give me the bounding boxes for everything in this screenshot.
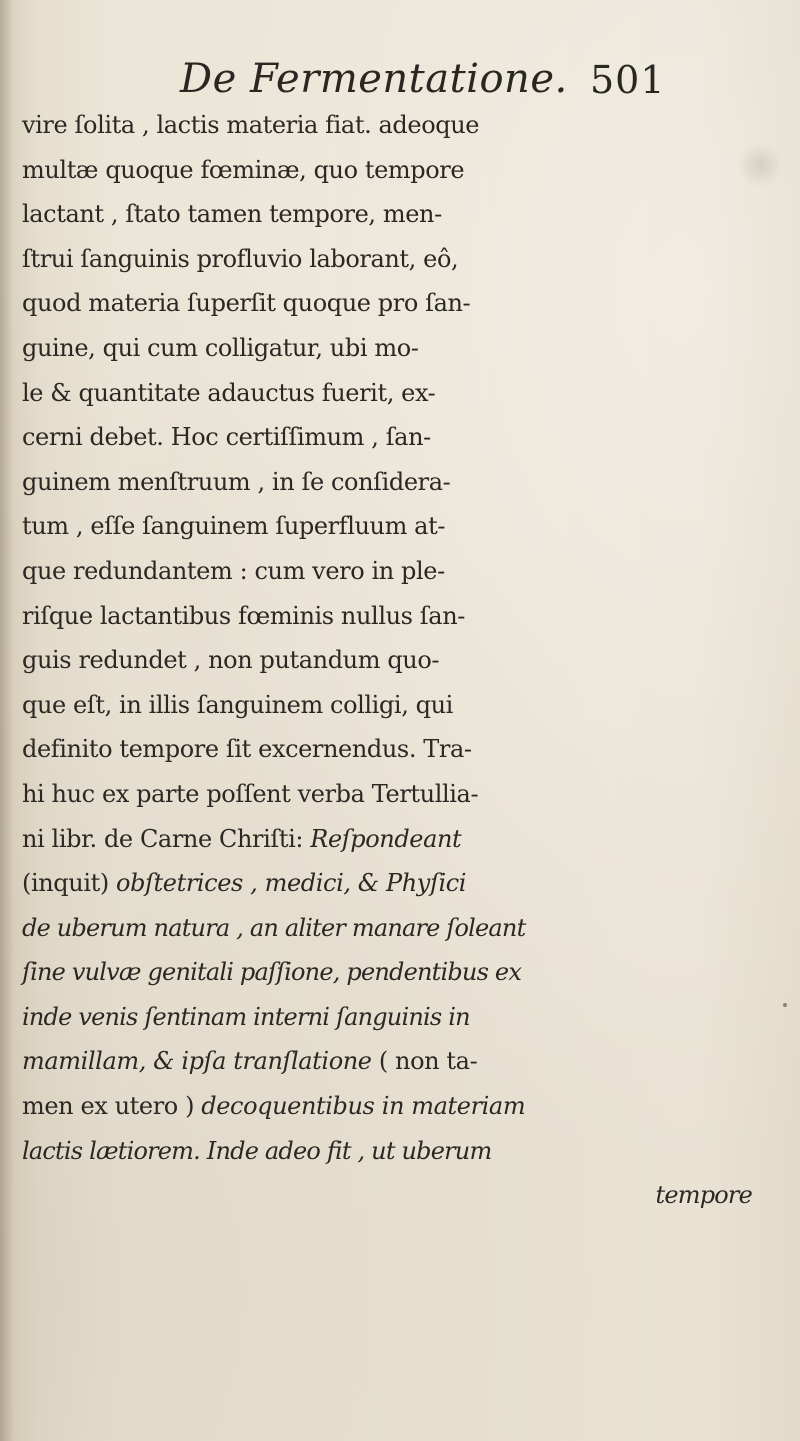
body-text [22,103,792,1218]
text-line: que eſt, in illis ſanguinem colligi, qui [22,690,453,719]
text-line: quod materia ſuperſit quoque pro ſan- [22,289,471,318]
text-segment: ( non ta- [378,1047,478,1076]
text-line-mixed [22,1084,792,1129]
text-line: que redundantem : cum vero in ple- [22,556,445,585]
text-line: riſque lactantibus fœminis nullus ſan- [22,601,465,630]
catchword: tempore [655,1181,752,1210]
text-line: guinem menſtruum , in ſe conſidera- [22,467,451,496]
text-line: tum , eſſe ſanguinem ſuperfluum at- [22,512,446,541]
text-line: vire ſolita , lactis materia fiat. adeoque [22,111,480,139]
ink-speck [783,1003,787,1007]
text-line-mixed [22,861,792,906]
text-line-mixed [22,1039,792,1084]
text-segment-italic: mamillam, & ipſa tranſlatione [22,1047,372,1076]
text-segment-italic: obſtetrices , medici, & Phyſici [116,869,467,898]
paper-stain [740,140,780,190]
text-line-italic: inde venis ſentinam interni ſanguinis in [22,1002,470,1031]
text-line: guis redundet , non putandum quo- [22,646,440,675]
text-line: hi huc ex parte poſſent verba Tertullia- [22,779,479,808]
text-line: definito tempore ſit excernendus. Tra- [22,735,472,764]
text-line: lactant , ſtato tamen tempore, men- [22,200,442,229]
running-title: De Fermentatione. [180,56,568,102]
text-line-italic: de uberum natura , an aliter manare ſoleant [22,913,526,942]
page-number: 501 [590,58,666,102]
text-line: ſtrui ſanguinis profluvio laborant, eô, [22,244,459,273]
text-segment-italic: decoquentibus in materiam [201,1092,526,1121]
text-segment: men ex utero ) [22,1092,195,1121]
text-line-italic: lactis lætiorem. Inde adeo fit , ut uberum [22,1136,492,1165]
text-segment: ni libr. de Carne Chriſti: [22,824,304,853]
text-line: le & quantitate adauctus fuerit, ex- [22,378,436,407]
text-line: guine, qui cum colligatur, ubi mo- [22,333,419,362]
text-line: cerni debet. Hoc certiſſimum , ſan- [22,423,431,452]
text-line: multæ quoque fœminæ, quo tempore [22,155,465,184]
text-segment-italic: Reſpondeant [310,824,462,853]
text-line-italic: ſine vulvæ genitali paſſione, pendentibus ex [22,958,522,987]
running-head [0,48,800,108]
text-segment: (inquit) [22,869,109,898]
text-line-mixed [22,817,792,862]
